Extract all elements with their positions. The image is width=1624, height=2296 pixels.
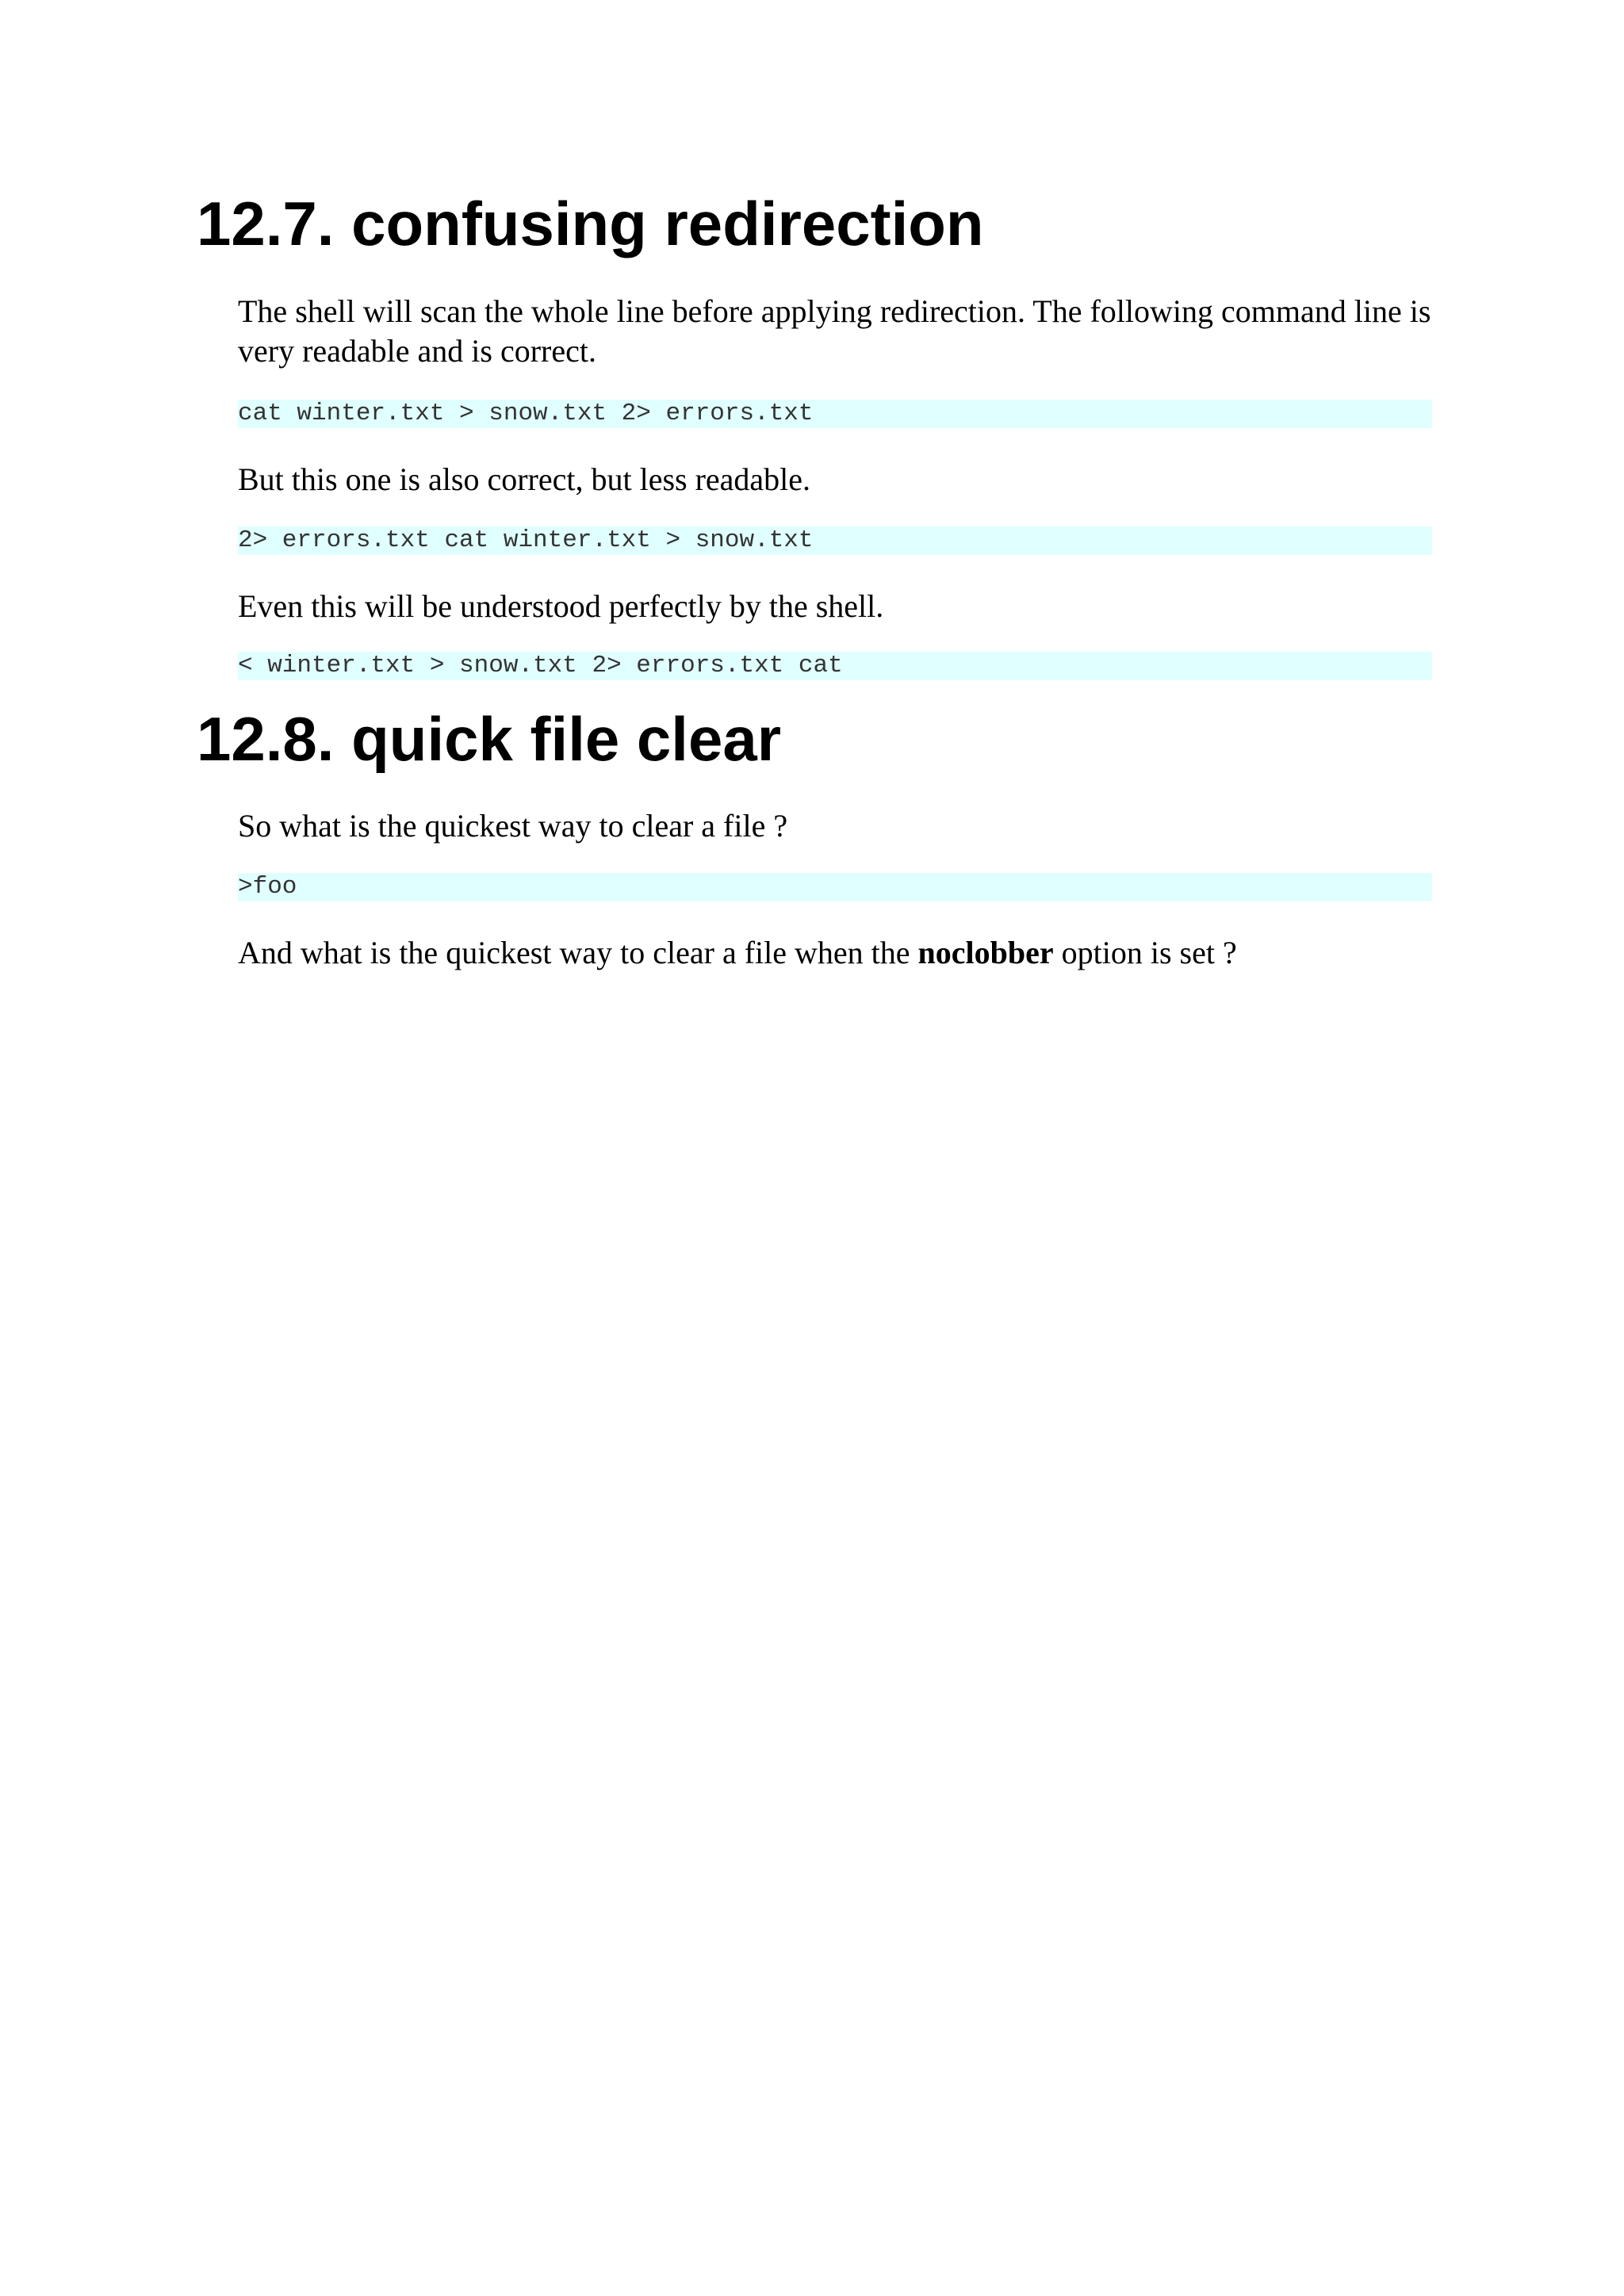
- paragraph-quickest-clear: So what is the quickest way to clear a file ?: [238, 808, 788, 844]
- section-heading-quick-file-clear: 12.8. quick file clear: [197, 704, 782, 774]
- code-block-cat-at-end: < winter.txt > snow.txt 2> errors.txt cat: [238, 652, 1432, 680]
- paragraph-noclobber-text-before: And what is the quickest way to clear a file when the: [238, 935, 918, 970]
- code-block-less-readable-redirection: 2> errors.txt cat winter.txt > snow.txt: [238, 526, 1432, 555]
- paragraph-noclobber-text-after: option is set ?: [1053, 935, 1237, 970]
- noclobber-term: noclobber: [917, 935, 1054, 970]
- code-block-clear-file: >foo: [238, 873, 1432, 901]
- code-block-readable-redirection: cat winter.txt > snow.txt 2> errors.txt: [238, 400, 1432, 428]
- section-heading-confusing-redirection: 12.7. confusing redirection: [197, 189, 984, 258]
- paragraph-less-readable: But this one is also correct, but less readable.: [238, 461, 811, 497]
- paragraph-shell-scan: The shell will scan the whole line before applying redirection. The following command line is very readable and is correct.: [238, 293, 1431, 369]
- paragraph-noclobber-question: [238, 933, 1451, 973]
- paragraph-understood-by-shell: Even this will be understood perfectly by the shell.: [238, 588, 884, 624]
